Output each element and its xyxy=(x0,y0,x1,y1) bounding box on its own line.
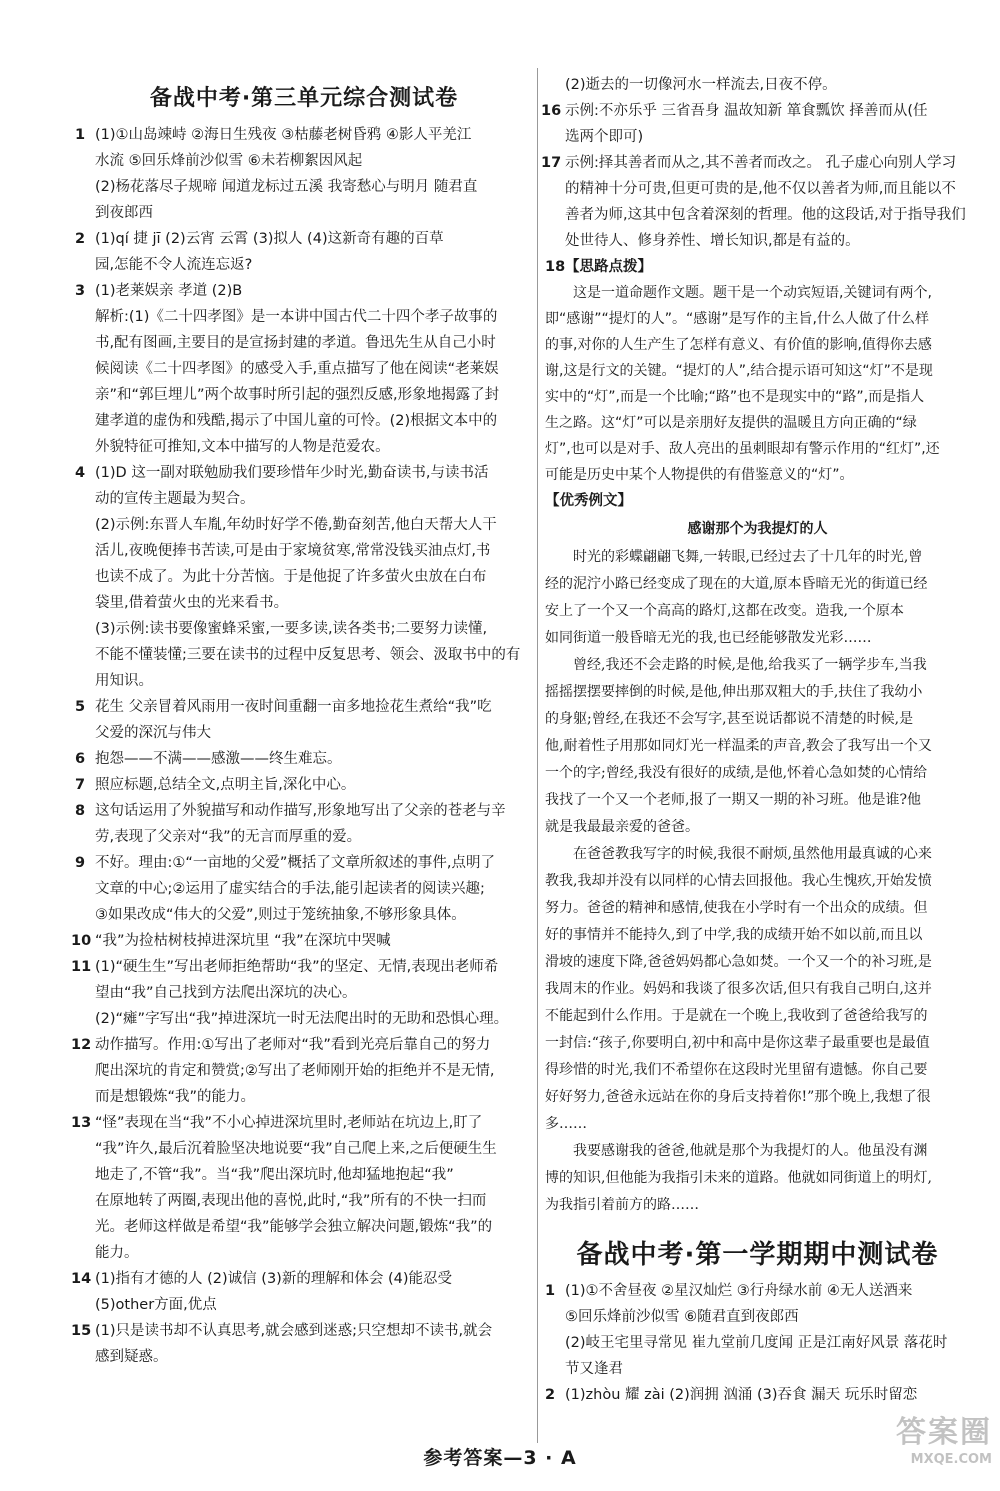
text-line: 如同街道一般昏暗无光的我,也已经能够散发光彩…… xyxy=(545,630,872,646)
text-line: 实中的“灯”,而是一个比喻;“路”也不是现实中的“路”,而是指人 xyxy=(545,389,925,405)
answer-line: 能力。 xyxy=(95,1245,139,1261)
answer-line: (5)other方面,优点 xyxy=(95,1297,217,1313)
right-item-list xyxy=(541,98,970,254)
answer-line: 动作描写。作用:①写出了老师对“我”看到光亮后靠自己的努力 xyxy=(95,1037,491,1053)
answer-item-10 xyxy=(71,928,533,954)
answer-line: 亲”和“郭巨埋儿”两个故事时所引起的强烈反感,形象地揭露了封 xyxy=(95,387,500,403)
answer-line: ③如果改成“伟大的父爱”,则过于笼统抽象,不够形象具体。 xyxy=(95,907,466,923)
answer-line: ⑤回乐烽前沙似雪 ⑥随君直到夜郎西 xyxy=(565,1309,799,1325)
text-line: 我要感谢我的爸爸,他就是那个为我提灯的人。他虽没有渊 xyxy=(573,1143,928,1159)
text-line: 的身躯;曾经,在我还不会写字,甚至说话都说不清楚的时候,是 xyxy=(545,711,914,727)
answer-item-14 xyxy=(71,1266,533,1318)
text-line: 一封信:“孩子,你要明白,初中和高中是你这辈子最重要也是最值 xyxy=(545,1035,930,1051)
left-answer-list xyxy=(71,122,533,1370)
midterm-answer-list xyxy=(545,1278,970,1408)
text-line: 时光的彩蝶翩翩飞舞,一转眼,已经过去了十几年的时光,曾 xyxy=(573,549,923,565)
answer-line: 不好。理由:①“一亩地的父爱”概括了文章所叙述的事件,点明了 xyxy=(95,855,496,871)
item-number: 1 xyxy=(545,1283,556,1299)
essay-heading: 【优秀例文】 xyxy=(545,493,632,509)
answer-line: 也读不成了。为此十分苦恼。于是他捉了许多萤火虫放在白布 xyxy=(95,569,487,585)
answer-item-3 xyxy=(75,278,533,460)
answer-item-15 xyxy=(71,1318,533,1370)
answer-line: (1)①不舍昼夜 ②星汉灿烂 ③行舟绿水前 ④无人送酒来 xyxy=(565,1283,913,1299)
item-number: 17 xyxy=(541,155,562,171)
answer-line: 花生 父亲冒着风雨用一夜时间重翻一亩多地捡花生煮给“我”吃 xyxy=(95,699,492,715)
text-line: 博的知识,但他能为我指引未来的道路。他就如同街道上的明灯, xyxy=(545,1170,932,1186)
item-number: 3 xyxy=(75,283,86,299)
text-line: 即“感谢”“提灯的人”。“感谢”是写作的主旨,什么人做了什么样 xyxy=(545,311,929,327)
answer-line: 感到疑惑。 xyxy=(95,1349,168,1365)
answer-line: (1)qí 捷 jī (2)云宵 云霄 (3)拟人 (4)这新奇有趣的百草 xyxy=(95,231,444,247)
answer-line: 望由“我”自己找到方法爬出深坑的决心。 xyxy=(95,985,357,1001)
item-number: 6 xyxy=(75,751,86,767)
text-line: 为我指引着前方的路…… xyxy=(545,1197,699,1213)
answer-line: 这句话运用了外貌描写和动作描写,形象地写出了父亲的苍老与辛 xyxy=(95,803,506,819)
answer-item-2 xyxy=(75,226,533,278)
text-line: 的事,对你的人生产生了怎样有意义、有价值的影响,值得你去感 xyxy=(545,337,932,353)
text-line: 我找了一个又一个老师,报了一期又一期的补习班。他是谁?他 xyxy=(545,792,921,808)
text-line: 一个的字;曾经,我没有很好的成绩,是他,怀着心急如焚的心情给 xyxy=(545,765,928,781)
answer-line: 处世待人、修身养性、增长知识,都是有益的。 xyxy=(565,233,860,249)
answer-item-9 xyxy=(75,850,533,928)
answer-line: (1)老莱娱亲 孝道 (2)B xyxy=(95,283,243,299)
text-line: 生之路。这“灯”可以是亲朋好友提供的温暖且方向正确的“绿 xyxy=(545,415,917,431)
column-divider xyxy=(537,68,538,1443)
item-number: 8 xyxy=(75,803,86,819)
answer-line: 善者为师,这其中包含着深刻的哲理。他的这段话,对于指导我们 xyxy=(565,207,966,223)
answer-line: 解析:(1)《二十四孝图》是一本讲中国古代二十四个孝子故事的 xyxy=(95,309,498,325)
text-line: 好的事情并不能持久,到了中学,我的成绩开始不如以前,而且以 xyxy=(545,927,923,943)
answer-item-16 xyxy=(541,98,970,150)
answer-line: (2)示例:东晋人车胤,年幼时好学不倦,勤奋刻苦,他白天帮大人干 xyxy=(95,517,497,533)
answer-line: 抱怨——不满——感激——终生难忘。 xyxy=(95,751,342,767)
answer-line: 节又逢君 xyxy=(565,1361,623,1377)
item-number: 2 xyxy=(75,231,86,247)
item-number: 14 xyxy=(71,1271,92,1287)
answer-line: 外貌特征可推知,文本中描写的人物是范爱农。 xyxy=(95,439,390,455)
item-number: 1 xyxy=(75,127,86,143)
watermark-url: MXQE.COM xyxy=(910,1452,992,1467)
text-line: 曾经,我还不会走路的时候,是他,给我买了一辆学步车,当我 xyxy=(573,657,927,673)
text-line: 多…… xyxy=(545,1116,587,1132)
answer-line: (1)“硬生生”写出老师拒绝帮助“我”的坚定、无情,表现出老师希 xyxy=(95,959,499,975)
item-number: 5 xyxy=(75,699,86,715)
answer-item-2 xyxy=(545,1382,970,1408)
watermark-logo xyxy=(842,1415,992,1485)
text-line: 摇摇摆摆要摔倒的时候,是他,伸出那双粗大的手,扶住了我幼小 xyxy=(545,684,923,700)
answer-item-17 xyxy=(541,150,970,254)
text-line: 教我,我却并没有以同样的心情去回报他。我心生愧疚,开始发愤 xyxy=(545,873,932,889)
answer-line: 不能不懂装懂;三要在读书的过程中反复思考、领会、汲取书中的有 xyxy=(95,647,521,663)
answer-line: 文章的中心;②运用了虚实结合的手法,能引起读者的阅读兴趣; xyxy=(95,881,485,897)
section-title-midterm: 备战中考·第一学期期中测试卷 xyxy=(576,1240,939,1270)
text-line: 努力。爸爸的精神和感情,使我在小学时有一个出众的成绩。但 xyxy=(545,900,928,916)
answer-line: 示例:不亦乐乎 三省吾身 温故知新 箪食瓢饮 择善而从(任 xyxy=(565,103,928,119)
item-number: 18 xyxy=(545,259,566,275)
item-number: 13 xyxy=(71,1115,92,1131)
answer-line: 书,配有图画,主要目的是宣扬封建的孝道。鲁迅先生从自己小时 xyxy=(95,335,496,351)
answer-line: 示例:择其善者而从之,其不善者而改之。 孔子虚心向别人学习 xyxy=(565,155,957,171)
text-line: 得珍惜的时光,我们不希望你在这段时光里留有遗憾。你自己要 xyxy=(545,1062,928,1078)
text-line: 我周末的作业。妈妈和我谈了很多次话,但只有我自己明白,这并 xyxy=(545,981,932,997)
answer-line: 建孝道的虚伪和残酷,揭示了中国儿童的可怜。(2)根据文本中的 xyxy=(95,413,498,429)
section-title-unit3: 备战中考·第三单元综合测试卷 xyxy=(149,86,459,111)
answer-item-1 xyxy=(75,122,533,226)
answer-item-7 xyxy=(75,772,533,798)
text-line: 好好努力,爸爸永远站在你的身后支持着你!”那个晚上,我想了很 xyxy=(545,1089,931,1105)
text-line: 他,耐着性子用那如同灯光一样温柔的声音,教会了我写出一个又 xyxy=(545,738,932,754)
answer-line: 劳,表现了父亲对“我”的无言而厚重的爱。 xyxy=(95,829,362,845)
answer-line: 动的宣传主题最为契合。 xyxy=(95,491,255,507)
text-line: 灯”,也可以是对手、敌人亮出的虽刺眼却有警示作用的“红灯”,还 xyxy=(545,441,940,457)
text-line: 在爸爸教我写字的时候,我很不耐烦,虽然他用最真诚的心来 xyxy=(573,846,932,862)
item-number: 10 xyxy=(71,933,92,949)
answer-line: 候阅读《二十四孝图》的感受入手,重点描写了他在阅读“老莱娱 xyxy=(95,361,499,377)
text-line: 安上了一个又一个高高的路灯,这都在改变。造我,一个原本 xyxy=(545,603,904,619)
answer-line: (3)示例:读书要像蜜蜂采蜜,一要多读,读各类书;二要努力读懂, xyxy=(95,621,488,637)
answer-line: (2)“瘫”字写出“我”掉进深坑一时无法爬出时的无助和恐惧心理。 xyxy=(95,1011,509,1027)
answer-item-4 xyxy=(75,460,533,694)
text-line: 经的泥泞小路已经变成了现在的大道,原本昏暗无光的街道已经 xyxy=(545,576,928,592)
item-number: 15 xyxy=(71,1323,92,1339)
watermark-text: 答案圈 xyxy=(896,1415,992,1450)
analysis-text xyxy=(545,280,970,488)
answer-line: 园,怎能不令人流连忘返? xyxy=(95,257,253,273)
item-number: 16 xyxy=(541,103,562,119)
answer-line: “怪”表现在当“我”不小心掉进深坑里时,老师站在坑边上,盯了 xyxy=(95,1115,483,1131)
answer-line: (2)岐王宅里寻常见 崔九堂前几度闻 正是江南好风景 落花时 xyxy=(565,1335,948,1351)
text-line: 不能起到什么作用。于是就在一个晚上,我收到了爸爸给我写的 xyxy=(545,1008,928,1024)
analysis-heading: 【思路点拨】 xyxy=(565,259,652,275)
answer-line: 的精神十分可贵,但更可贵的是,他不仅以善者为师,而且能以不 xyxy=(565,181,956,197)
text-line: 这是一道命题作文题。题干是一个动宾短语,关键词有两个, xyxy=(573,285,932,301)
item-number: 2 xyxy=(545,1387,556,1403)
essay-body xyxy=(545,544,970,1219)
answer-line: (2)杨花落尽子规啼 闻道龙标过五溪 我寄愁心与明月 随君直 xyxy=(95,179,478,195)
answer-item-12 xyxy=(71,1032,533,1110)
answer-line: 爬出深坑的肯定和赞赏;②写出了老师刚开始的拒绝并不是无情, xyxy=(95,1063,495,1079)
answer-item-1 xyxy=(545,1278,970,1382)
answer-line: 光。老师这样做是希望“我”能够学会独立解决问题,锻炼“我”的 xyxy=(95,1219,493,1235)
answer-item-13 xyxy=(71,1110,533,1266)
answer-line: 父爱的深沉与伟大 xyxy=(95,725,211,741)
answer-line: 用知识。 xyxy=(95,673,153,689)
answer-line: 水流 ⑤回乐烽前沙似雪 ⑥未若柳絮因风起 xyxy=(95,153,363,169)
essay-title: 感谢那个为我提灯的人 xyxy=(687,521,828,537)
text-line: 就是我最最亲爱的爸爸。 xyxy=(545,819,699,835)
text-line: 可能是历史中某个人物提供的有借鉴意义的“灯”。 xyxy=(545,467,854,483)
answer-line: “我”许久,最后沉着脸坚决地说要“我”自己爬上来,之后便硬生生 xyxy=(95,1141,497,1157)
answer-item-18 xyxy=(545,254,970,280)
answer-line: 而是想锻炼“我”的能力。 xyxy=(95,1089,256,1105)
answer-line: (1)指有才德的人 (2)诚信 (3)新的理解和体会 (4)能忍受 xyxy=(95,1271,452,1287)
answer-line: (1)D 这一副对联勉励我们要珍惜年少时光,勤奋读书,与读书活 xyxy=(95,465,489,481)
answer-item-6 xyxy=(75,746,533,772)
answer-line: 照应标题,总结全文,点明主旨,深化中心。 xyxy=(95,777,356,793)
page-footer: 参考答案—3 · A xyxy=(423,1447,577,1469)
answer-line: 在原地转了两圈,表现出他的喜悦,此时,“我”所有的不快一扫而 xyxy=(95,1193,487,1209)
text-line: 谢,这是行文的关键。“提灯的人”,结合提示语可知这“灯”不是现 xyxy=(545,363,933,379)
answer-line: 选两个即可) xyxy=(565,129,644,145)
item-number: 11 xyxy=(71,959,92,975)
answer-item-5 xyxy=(75,694,533,746)
answer-line: (1)zhòu 耀 zài (2)润拥 汹涌 (3)吞食 漏天 玩乐时留恋 xyxy=(565,1387,918,1403)
answer-item-11 xyxy=(71,954,533,1032)
answer-line: 到夜郎西 xyxy=(95,205,153,221)
answer-line: “我”为捡枯树枝掉进深坑里 “我”在深坑中哭喊 xyxy=(95,933,391,949)
text-line: 滑坡的速度下降,爸爸妈妈都心急如焚。一个又一个的补习班,是 xyxy=(545,954,932,970)
item-number: 12 xyxy=(71,1037,92,1053)
carryover-lines xyxy=(545,72,970,98)
answer-line: (1)①山岛竦峙 ②海日生残夜 ③枯藤老树昏鸦 ④影人平羌江 xyxy=(95,127,472,143)
item-number: 4 xyxy=(75,465,86,481)
answer-line: 袋里,借着萤火虫的光来看书。 xyxy=(95,595,289,611)
item-number: 7 xyxy=(75,777,86,793)
answer-item-8 xyxy=(75,798,533,850)
answer-line: 活儿,夜晚便捧书苦读,可是由于家境贫寒,常常没钱买油点灯,书 xyxy=(95,543,491,559)
right-answer-list xyxy=(541,72,970,1219)
answer-line: 地走了,不管“我”。当“我”爬出深坑时,他却猛地抱起“我” xyxy=(95,1167,454,1183)
answer-line: (1)只是读书却不认真思考,就会感到迷惑;只空想却不读书,就会 xyxy=(95,1323,493,1339)
text-line: (2)逝去的一切像河水一样流去,日夜不停。 xyxy=(565,77,837,93)
item-number: 9 xyxy=(75,855,86,871)
